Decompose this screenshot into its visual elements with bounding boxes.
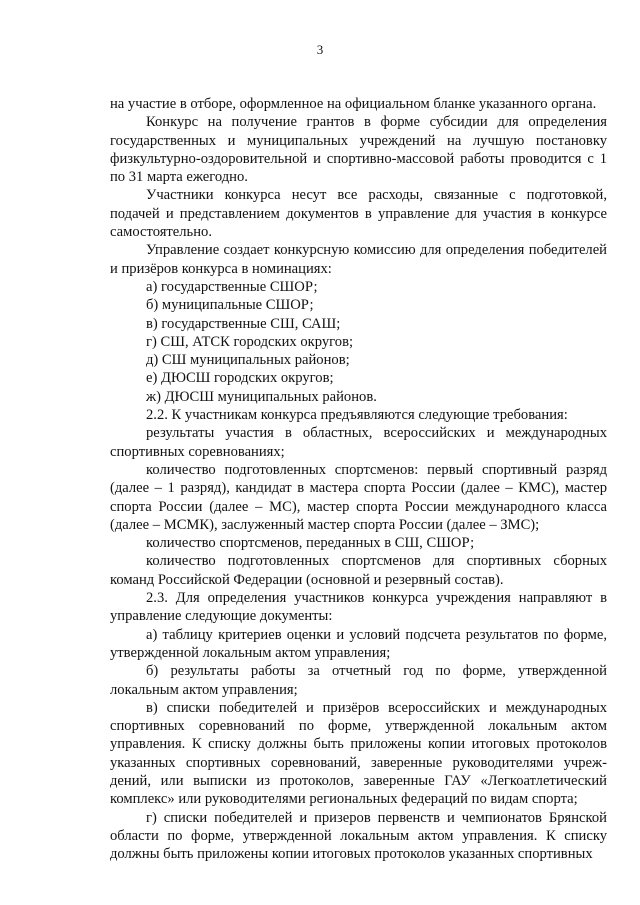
paragraph-participant-expenses: Участники конкурса несут все расходы, связанные с подготовкой, подачей и представлением документов в управление для участия в конкурсе самостоятельно. <box>110 187 607 241</box>
nomination-item: ж) ДЮСШ муниципальных районов. <box>146 388 377 405</box>
page-number: 3 <box>316 42 324 57</box>
requirement-item: количество спортсменов, переданных в СШ, СШОР; <box>146 535 475 552</box>
requirement-item: количество подготовленных спортсменов для спортивных сборных команд Российской Федерации (основной и резервный состав). <box>110 553 607 588</box>
nomination-item: б) муниципальные СШОР; <box>146 297 314 314</box>
document-item: г) списки победителей и призеров первенств и чемпионатов Брянской области по форме, утвержденной локальным актом управления. К списку должны быть приложены копии итоговых протоколов указанных спортивных <box>110 809 607 863</box>
document-item: а) таблицу критериев оценки и условий подсчета результатов по форме, утвержденной локальным актом управления; <box>110 626 607 661</box>
section-2-3-heading: 2.3. Для определения участников конкурса учреждения направляют в управление следующие документы: <box>110 590 607 625</box>
nomination-item: г) СШ, АТСК городских округов; <box>146 333 354 350</box>
document-item: б) результаты работы за отчетный год по форме, утвержденной локальным актом управления; <box>110 663 607 698</box>
paragraph-contest-dates: Конкурс на получение грантов в форме субсидии для определения государственных и муниципальных учреждений на лучшую постановку физкультурно-оздоровительной и спортивно-массовой работы проводится с 1 по 31 марта ежегодно. <box>110 114 607 186</box>
requirement-item: результаты участия в областных, всероссийских и международных спортивных соревнованиях; <box>110 425 607 460</box>
section-2-2-heading: 2.2. К участникам конкурса предъявляются следующие требования: <box>146 407 568 424</box>
nomination-item: а) государственные СШОР; <box>146 278 318 295</box>
nomination-item: в) государственные СШ, САШ; <box>146 315 341 332</box>
document-body <box>110 95 607 863</box>
paragraph-continuation: на участие в отборе, оформленное на официальном бланке указанного органа. <box>110 96 597 112</box>
requirement-item: количество подготовленных спортсменов: первый спортивный разряд (далее – 1 разряд), кандидат в мастера спорта России (далее – КМС), мастер спорта России (далее – МС), мастер спорта России международного класса (далее – МСМК), заслуженный мастер спорта России (далее – ЗМС); <box>110 461 607 533</box>
document-item: в) списки победителей и призёров всероссийских и международных спортивных соревнований по форме, утвержденной локальным актом управления. К списку должны быть приложены копии итоговых протоколов указанных спортивных соревнований, заверенные руководителями учреждений, или выписки из протоколов, заверенные ГАУ «Легкоатлетический комплекс» или руководителями региональных федераций по видам спорта; <box>110 699 607 808</box>
paragraph-commission: Управление создает конкурсную комиссию для определения победителей и призёров конкурса в номинациях: <box>110 242 607 277</box>
nomination-item: е) ДЮСШ городских округов; <box>146 370 334 387</box>
nomination-item: д) СШ муниципальных районов; <box>146 352 350 369</box>
